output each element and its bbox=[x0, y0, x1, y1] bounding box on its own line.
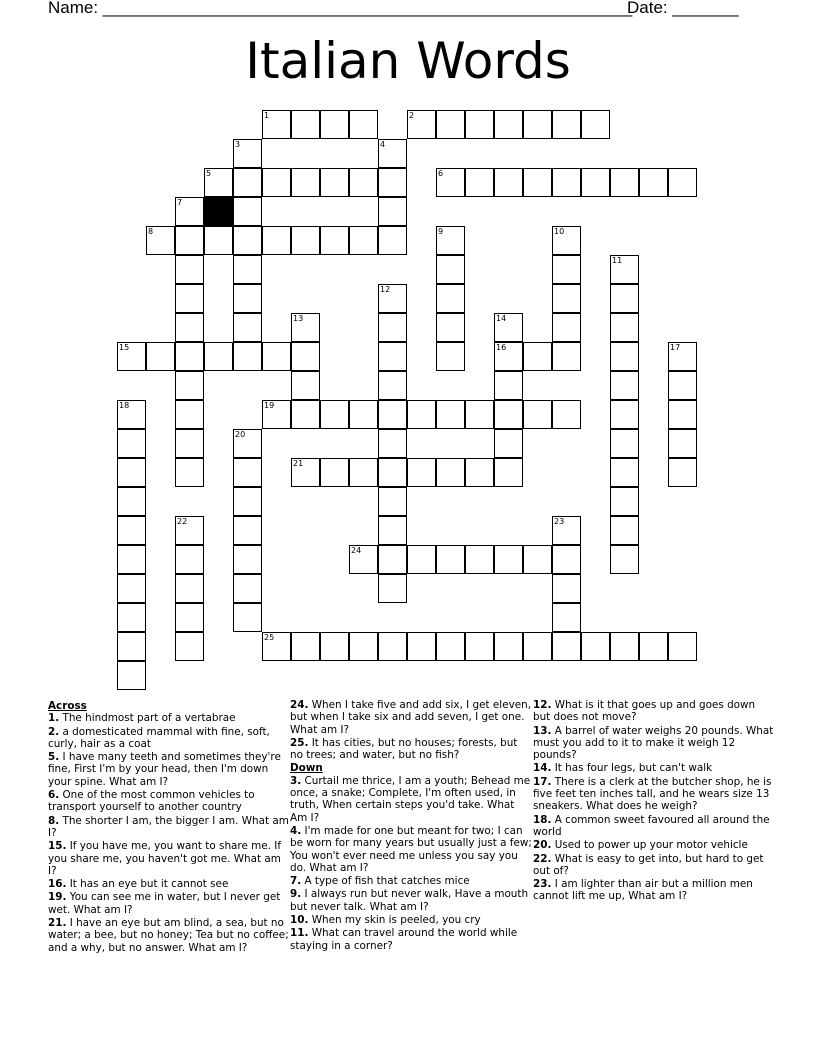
clue-number: 19. bbox=[48, 891, 67, 904]
grid-cell[interactable] bbox=[117, 603, 146, 632]
grid-cell[interactable] bbox=[407, 632, 436, 661]
grid-cell[interactable] bbox=[320, 400, 349, 429]
clue-number: 8. bbox=[48, 814, 60, 827]
clue-text: A barrel of water weighs 20 pounds. What must you add to it to make it weigh 12 pounds? bbox=[533, 724, 774, 762]
grid-cell[interactable] bbox=[204, 342, 233, 371]
grid-cell[interactable] bbox=[436, 342, 465, 371]
grid-cell[interactable] bbox=[552, 226, 581, 255]
grid-cell[interactable] bbox=[465, 168, 494, 197]
grid-cell[interactable] bbox=[436, 632, 465, 661]
grid-cell[interactable] bbox=[233, 603, 262, 632]
clues-column-2 bbox=[290, 699, 532, 953]
grid-cell[interactable] bbox=[175, 400, 204, 429]
grid-cell[interactable] bbox=[610, 371, 639, 400]
grid-cell[interactable] bbox=[233, 545, 262, 574]
grid-cell[interactable] bbox=[204, 226, 233, 255]
clue-number: 2 bbox=[409, 111, 415, 120]
clue-down bbox=[533, 839, 775, 851]
clue-text: a domesticated mammal with fine, soft, curly, hair as a coat bbox=[48, 725, 270, 750]
grid-cell[interactable] bbox=[610, 429, 639, 458]
grid-cell[interactable] bbox=[175, 632, 204, 661]
grid-cell[interactable] bbox=[407, 110, 436, 139]
grid-cell[interactable] bbox=[117, 429, 146, 458]
grid-cell[interactable] bbox=[436, 458, 465, 487]
clue-number: 9 bbox=[438, 227, 444, 236]
grid-cell[interactable] bbox=[639, 632, 668, 661]
clue-text: Curtail me thrice, I am a youth; Behead me once, a snake; Complete, I'm often used, in truth, When certain steps you'd take. What Am I? bbox=[290, 774, 531, 824]
clue-number: 6. bbox=[48, 789, 60, 802]
grid-cell[interactable] bbox=[378, 226, 407, 255]
clue-down bbox=[533, 814, 775, 839]
clue-number: 25. bbox=[290, 736, 309, 749]
grid-cell[interactable] bbox=[639, 168, 668, 197]
grid-cell[interactable] bbox=[581, 110, 610, 139]
clue-number: 14 bbox=[496, 314, 507, 323]
grid-cell[interactable] bbox=[610, 342, 639, 371]
clue-number: 3. bbox=[290, 774, 302, 787]
grid-cell[interactable] bbox=[117, 545, 146, 574]
clue-number: 1. bbox=[48, 712, 60, 725]
grid-cell[interactable] bbox=[494, 168, 523, 197]
black-cell bbox=[204, 197, 233, 226]
grid-cell[interactable] bbox=[233, 255, 262, 284]
grid-cell[interactable] bbox=[610, 487, 639, 516]
grid-cell[interactable] bbox=[552, 110, 581, 139]
page-title: Italian Words bbox=[245, 32, 571, 90]
grid-cell[interactable] bbox=[610, 632, 639, 661]
grid-cell[interactable] bbox=[233, 313, 262, 342]
grid-cell[interactable] bbox=[349, 400, 378, 429]
clue-text: The hindmost part of a vertabrae bbox=[62, 712, 236, 725]
grid-cell[interactable] bbox=[668, 429, 697, 458]
grid-cell[interactable] bbox=[117, 661, 146, 690]
grid-cell[interactable] bbox=[668, 400, 697, 429]
grid-cell[interactable] bbox=[349, 110, 378, 139]
grid-cell[interactable] bbox=[175, 603, 204, 632]
grid-cell[interactable] bbox=[494, 371, 523, 400]
grid-cell[interactable] bbox=[233, 458, 262, 487]
clues-column-1 bbox=[48, 700, 290, 955]
grid-cell[interactable] bbox=[407, 400, 436, 429]
grid-cell[interactable] bbox=[175, 545, 204, 574]
grid-cell[interactable] bbox=[668, 168, 697, 197]
clue-text: What is it that goes up and goes down but does not move? bbox=[533, 699, 756, 724]
clue-number: 24 bbox=[351, 546, 362, 555]
grid-cell[interactable] bbox=[175, 255, 204, 284]
clue-number: 23 bbox=[554, 517, 565, 526]
grid-cell[interactable] bbox=[233, 168, 262, 197]
grid-cell[interactable] bbox=[494, 313, 523, 342]
clue-number: 23. bbox=[533, 878, 552, 891]
grid-cell[interactable] bbox=[146, 226, 175, 255]
grid-cell[interactable] bbox=[610, 545, 639, 574]
clue-number: 15. bbox=[48, 840, 67, 853]
clue-down bbox=[290, 927, 532, 952]
grid-cell[interactable] bbox=[494, 458, 523, 487]
grid-cell[interactable] bbox=[291, 458, 320, 487]
grid-cell[interactable] bbox=[117, 487, 146, 516]
grid-cell[interactable] bbox=[552, 284, 581, 313]
grid-cell[interactable] bbox=[175, 197, 204, 226]
grid-cell[interactable] bbox=[262, 342, 291, 371]
grid-cell[interactable] bbox=[552, 313, 581, 342]
grid-cell[interactable] bbox=[465, 110, 494, 139]
grid-cell[interactable] bbox=[436, 110, 465, 139]
grid-cell[interactable] bbox=[349, 545, 378, 574]
grid-cell[interactable] bbox=[378, 313, 407, 342]
grid-cell[interactable] bbox=[378, 632, 407, 661]
grid-cell[interactable] bbox=[233, 226, 262, 255]
clue-number: 11. bbox=[290, 927, 309, 940]
clue-down bbox=[533, 725, 775, 762]
grid-cell[interactable] bbox=[378, 342, 407, 371]
grid-cell[interactable] bbox=[175, 516, 204, 545]
grid-cell[interactable] bbox=[378, 545, 407, 574]
grid-cell[interactable] bbox=[175, 342, 204, 371]
clue-number: 22 bbox=[177, 517, 188, 526]
grid-cell[interactable] bbox=[523, 110, 552, 139]
clue-number: 11 bbox=[612, 256, 623, 265]
clue-number: 7. bbox=[290, 875, 302, 888]
grid-cell[interactable] bbox=[523, 168, 552, 197]
grid-cell[interactable] bbox=[349, 632, 378, 661]
grid-cell[interactable] bbox=[233, 284, 262, 313]
clue-across bbox=[48, 751, 290, 788]
grid-cell[interactable] bbox=[378, 139, 407, 168]
grid-cell[interactable] bbox=[233, 429, 262, 458]
clue-across bbox=[290, 737, 532, 762]
grid-cell[interactable] bbox=[117, 400, 146, 429]
clue-number: 5. bbox=[48, 751, 60, 764]
grid-cell[interactable] bbox=[378, 400, 407, 429]
clue-text: There is a clerk at the butcher shop, he is five feet ten inches tall, and he wears size 13 sneakers. What does he weigh? bbox=[533, 775, 772, 813]
clue-number: 24. bbox=[290, 699, 309, 711]
grid-cell[interactable] bbox=[378, 574, 407, 603]
grid-cell[interactable] bbox=[262, 168, 291, 197]
clue-down bbox=[533, 853, 775, 878]
clue-across bbox=[48, 878, 290, 890]
grid-cell[interactable] bbox=[523, 632, 552, 661]
grid-cell[interactable] bbox=[320, 168, 349, 197]
clue-down bbox=[533, 878, 775, 903]
across-heading: Across bbox=[48, 700, 87, 712]
clue-number: 20 bbox=[235, 430, 246, 439]
clue-text: I always run but never walk, Have a mouth but never talk. What am I? bbox=[290, 888, 529, 913]
clue-number: 19 bbox=[264, 401, 275, 410]
clue-text: A common sweet favoured all around the world bbox=[533, 813, 770, 838]
grid-cell[interactable] bbox=[349, 168, 378, 197]
clue-number: 22. bbox=[533, 852, 552, 865]
grid-cell[interactable] bbox=[523, 342, 552, 371]
clue-text: It has four legs, but can't walk bbox=[554, 762, 713, 775]
grid-cell[interactable] bbox=[494, 400, 523, 429]
grid-cell[interactable] bbox=[668, 458, 697, 487]
clue-text: It has an eye but it cannot see bbox=[69, 878, 229, 891]
grid-cell[interactable] bbox=[494, 632, 523, 661]
grid-cell[interactable] bbox=[233, 197, 262, 226]
grid-cell[interactable] bbox=[175, 429, 204, 458]
clue-number: 25 bbox=[264, 633, 275, 642]
grid-cell[interactable] bbox=[233, 516, 262, 545]
clue-number: 9. bbox=[290, 888, 302, 901]
grid-cell[interactable] bbox=[378, 458, 407, 487]
clue-number: 2. bbox=[48, 725, 60, 738]
clue-down bbox=[290, 875, 532, 887]
grid-cell[interactable] bbox=[262, 226, 291, 255]
grid-cell[interactable] bbox=[494, 429, 523, 458]
grid-cell[interactable] bbox=[610, 516, 639, 545]
clue-text: What can travel around the world while staying in a corner? bbox=[290, 927, 518, 952]
grid-cell[interactable] bbox=[117, 516, 146, 545]
clue-text: You can see me in water, but I never get wet. What am I? bbox=[48, 891, 281, 916]
grid-cell[interactable] bbox=[494, 110, 523, 139]
grid-cell[interactable] bbox=[204, 168, 233, 197]
grid-cell[interactable] bbox=[552, 603, 581, 632]
grid-cell[interactable] bbox=[175, 313, 204, 342]
clue-down bbox=[290, 914, 532, 926]
grid-cell[interactable] bbox=[610, 284, 639, 313]
grid-cell[interactable] bbox=[668, 632, 697, 661]
grid-cell[interactable] bbox=[552, 168, 581, 197]
grid-cell[interactable] bbox=[610, 255, 639, 284]
grid-cell[interactable] bbox=[436, 255, 465, 284]
grid-cell[interactable] bbox=[291, 342, 320, 371]
grid-cell[interactable] bbox=[233, 342, 262, 371]
grid-cell[interactable] bbox=[291, 226, 320, 255]
clue-down bbox=[290, 775, 532, 824]
grid-cell[interactable] bbox=[320, 458, 349, 487]
grid-cell[interactable] bbox=[436, 284, 465, 313]
grid-cell[interactable] bbox=[523, 545, 552, 574]
grid-cell[interactable] bbox=[552, 342, 581, 371]
clue-text: When I take five and add six, I get eleven, but when I take six and add seven, I get one. What am I? bbox=[290, 699, 532, 736]
clue-number: 4 bbox=[380, 140, 386, 149]
grid-cell[interactable] bbox=[436, 545, 465, 574]
clue-text: I have many teeth and sometimes they're fine, First I'm by your head, then I'm down your spine. What am I? bbox=[48, 751, 281, 788]
clue-across bbox=[48, 891, 290, 916]
grid-cell[interactable] bbox=[175, 226, 204, 255]
clue-number: 21. bbox=[48, 917, 67, 930]
grid-cell[interactable] bbox=[175, 371, 204, 400]
clue-number: 13 bbox=[293, 314, 304, 323]
clue-number: 8 bbox=[148, 227, 154, 236]
clue-number: 17 bbox=[670, 343, 681, 352]
grid-cell[interactable] bbox=[320, 110, 349, 139]
grid-cell[interactable] bbox=[494, 545, 523, 574]
clue-text: A type of fish that catches mice bbox=[304, 875, 470, 888]
clue-text: When my skin is peeled, you cry bbox=[311, 914, 481, 927]
date-field-label: Date: _______ bbox=[627, 0, 739, 17]
grid-cell[interactable] bbox=[349, 226, 378, 255]
grid-cell[interactable] bbox=[291, 313, 320, 342]
clue-down bbox=[533, 762, 775, 774]
grid-cell[interactable] bbox=[552, 516, 581, 545]
grid-cell[interactable] bbox=[175, 574, 204, 603]
grid-cell[interactable] bbox=[436, 168, 465, 197]
clue-number: 15 bbox=[119, 343, 130, 352]
clue-text: I have an eye but am blind, a sea, but no water; a bee, but no honey; Tea but no coffee; and a why, but no answer. What am I? bbox=[48, 917, 289, 954]
clue-across bbox=[48, 917, 290, 954]
name-field-label: Name: ________________________________________________________ bbox=[48, 0, 633, 17]
grid-cell[interactable] bbox=[552, 574, 581, 603]
clue-number: 4. bbox=[290, 824, 302, 837]
down-heading: Down bbox=[290, 762, 323, 775]
clue-number: 17. bbox=[533, 775, 552, 788]
clue-text: I am lighter than air but a million men cannot lift me up, What am I? bbox=[533, 878, 753, 903]
grid-cell[interactable] bbox=[668, 371, 697, 400]
grid-cell[interactable] bbox=[610, 400, 639, 429]
clue-number: 5 bbox=[206, 169, 212, 178]
grid-cell[interactable] bbox=[552, 255, 581, 284]
grid-cell[interactable] bbox=[378, 197, 407, 226]
grid-cell[interactable] bbox=[291, 168, 320, 197]
grid-cell[interactable] bbox=[146, 342, 175, 371]
grid-cell[interactable] bbox=[291, 371, 320, 400]
clue-number: 3 bbox=[235, 140, 241, 149]
clue-number: 21 bbox=[293, 459, 304, 468]
grid-cell[interactable] bbox=[523, 400, 552, 429]
clue-down bbox=[533, 699, 775, 724]
clue-number: 13. bbox=[533, 724, 552, 737]
grid-cell[interactable] bbox=[117, 574, 146, 603]
clue-number: 14. bbox=[533, 762, 552, 775]
clue-text: If you have me, you want to share me. If you share me, you haven't got me. What am I? bbox=[48, 840, 281, 877]
clue-number: 10. bbox=[290, 914, 309, 927]
clue-number: 18. bbox=[533, 813, 552, 826]
grid-cell[interactable] bbox=[610, 313, 639, 342]
clue-text: Used to power up your motor vehicle bbox=[554, 839, 748, 852]
grid-cell[interactable] bbox=[378, 516, 407, 545]
clue-number: 20. bbox=[533, 839, 552, 852]
grid-cell[interactable] bbox=[378, 168, 407, 197]
clue-number: 10 bbox=[554, 227, 565, 236]
grid-cell[interactable] bbox=[552, 545, 581, 574]
clue-number: 12. bbox=[533, 699, 552, 711]
clues-column-3 bbox=[533, 699, 775, 904]
clue-across bbox=[48, 712, 290, 724]
grid-cell[interactable] bbox=[610, 458, 639, 487]
grid-cell[interactable] bbox=[175, 458, 204, 487]
grid-cell[interactable] bbox=[378, 429, 407, 458]
grid-cell[interactable] bbox=[233, 139, 262, 168]
clue-down bbox=[290, 825, 532, 874]
grid-cell[interactable] bbox=[552, 400, 581, 429]
grid-cell[interactable] bbox=[262, 110, 291, 139]
grid-cell[interactable] bbox=[407, 545, 436, 574]
grid-cell[interactable] bbox=[175, 284, 204, 313]
clue-across bbox=[290, 699, 532, 736]
grid-cell[interactable] bbox=[436, 400, 465, 429]
grid-cell[interactable] bbox=[465, 632, 494, 661]
grid-cell[interactable] bbox=[407, 458, 436, 487]
clue-text: What is easy to get into, but hard to get out of? bbox=[533, 852, 764, 877]
grid-cell[interactable] bbox=[581, 632, 610, 661]
grid-cell[interactable] bbox=[117, 342, 146, 371]
grid-cell[interactable] bbox=[262, 632, 291, 661]
clue-number: 1 bbox=[264, 111, 270, 120]
grid-cell[interactable] bbox=[465, 400, 494, 429]
grid-cell[interactable] bbox=[320, 226, 349, 255]
grid-cell[interactable] bbox=[233, 574, 262, 603]
clue-number: 7 bbox=[177, 198, 183, 207]
grid-cell[interactable] bbox=[581, 168, 610, 197]
clue-text: The shorter I am, the bigger I am. What am I? bbox=[48, 814, 289, 839]
grid-cell[interactable] bbox=[291, 110, 320, 139]
grid-cell[interactable] bbox=[465, 458, 494, 487]
clue-number: 16. bbox=[48, 878, 67, 891]
grid-cell[interactable] bbox=[291, 632, 320, 661]
clue-text: It has cities, but no houses; forests, but no trees; and water, but no fish? bbox=[290, 736, 518, 762]
clue-text: One of the most common vehicles to transport yourself to another country bbox=[48, 789, 255, 814]
grid-cell[interactable] bbox=[291, 400, 320, 429]
clue-across bbox=[48, 789, 290, 814]
clue-down bbox=[290, 888, 532, 913]
grid-cell[interactable] bbox=[378, 284, 407, 313]
grid-cell[interactable] bbox=[436, 226, 465, 255]
grid-cell[interactable] bbox=[494, 342, 523, 371]
grid-cell[interactable] bbox=[668, 342, 697, 371]
clue-across bbox=[48, 815, 290, 840]
clue-number: 6 bbox=[438, 169, 444, 178]
grid-cell[interactable] bbox=[552, 632, 581, 661]
grid-cell[interactable] bbox=[378, 371, 407, 400]
clue-number: 12 bbox=[380, 285, 391, 294]
clue-across bbox=[48, 726, 290, 751]
clue-number: 18 bbox=[119, 401, 130, 410]
grid-cell[interactable] bbox=[117, 632, 146, 661]
grid-cell[interactable] bbox=[320, 632, 349, 661]
clue-across bbox=[48, 840, 290, 877]
grid-cell[interactable] bbox=[436, 313, 465, 342]
grid-cell[interactable] bbox=[262, 400, 291, 429]
grid-cell[interactable] bbox=[233, 487, 262, 516]
grid-cell[interactable] bbox=[465, 545, 494, 574]
clue-text: I'm made for one but meant for two; I can be worn for many years but usually just a few; You won't ever need me unless you say you do. What am I? bbox=[290, 824, 532, 874]
grid-cell[interactable] bbox=[349, 458, 378, 487]
grid-cell[interactable] bbox=[117, 458, 146, 487]
grid-cell[interactable] bbox=[610, 168, 639, 197]
clue-down bbox=[533, 776, 775, 813]
grid-cell[interactable] bbox=[378, 487, 407, 516]
clue-number: 16 bbox=[496, 343, 507, 352]
